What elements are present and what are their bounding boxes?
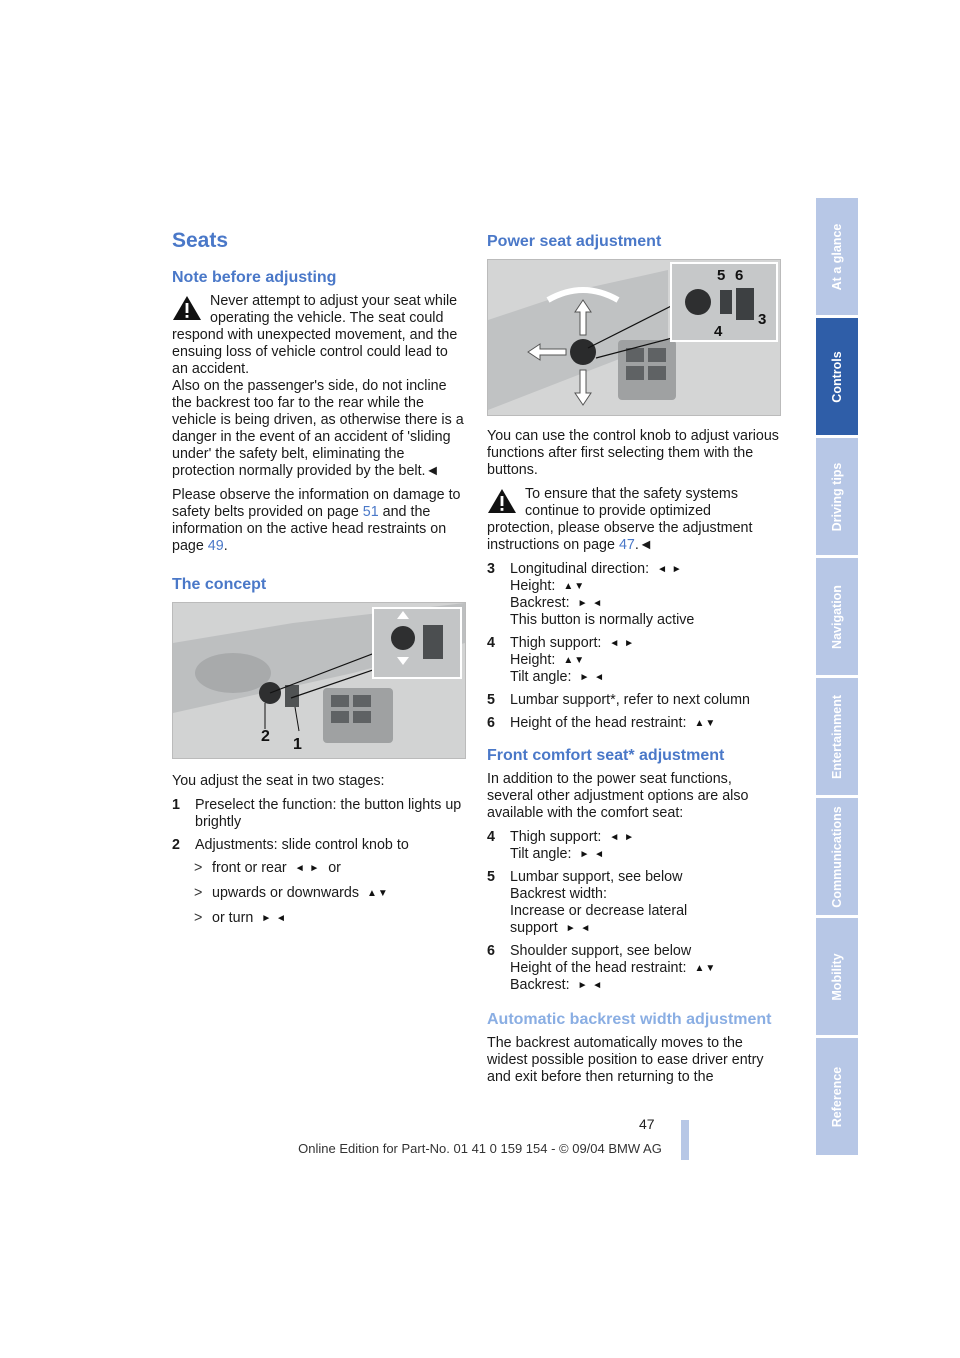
tab-label: At a glance <box>830 223 844 290</box>
right-column <box>487 228 779 1093</box>
auto-text: The backrest automatically moves to the widest possible position to ease driver entry and exit before then returning to the <box>487 1035 764 1085</box>
arrows-up-down-icon: ▲▼ <box>367 888 389 899</box>
tab-label: Reference <box>830 1066 844 1127</box>
step-2: 2 Adjustments: slide control knob to <box>172 837 409 853</box>
figure-label-6: 6 <box>735 267 744 284</box>
item-line: Thigh support: ◄ ► <box>510 829 635 845</box>
direction-arrows-icon: ► ◄ <box>577 598 604 609</box>
warning-note-2 <box>487 486 779 554</box>
bullet-turn: > or turn ► ◄ <box>194 910 287 926</box>
item-line: Height: ▲▼ <box>510 578 586 594</box>
item-line: Height of the head restraint: ▲▼ <box>510 960 717 976</box>
page-title: Seats <box>172 229 229 252</box>
warning-text-1: Never attempt to adjust your seat while operating the vehicle. The seat could respond with unexpected movement, and the ensuing loss of vehicle control could lead to an accident. <box>172 293 458 377</box>
arrows-turn-icon: ► ◄ <box>261 913 287 924</box>
power-seat-photo <box>487 259 781 416</box>
item-line: Tilt angle: ► ◄ <box>510 669 606 685</box>
numbered-item: 4 Thigh support: ◄ ► Tilt angle: ► ◄ <box>487 829 635 862</box>
tab-at-a-glance[interactable] <box>816 198 858 315</box>
figure-label-1: 1 <box>293 736 302 753</box>
item-line: Longitudinal direction: ◄ ► <box>510 561 683 577</box>
numbered-item: 3 Longitudinal direction: ◄ ► Height: ▲▼ Backrest: ► ◄ This button is normally active <box>487 561 695 628</box>
tab-controls[interactable] <box>816 318 858 435</box>
item-line: Tilt angle: ► ◄ <box>510 846 606 862</box>
power-heading: Power seat adjustment <box>487 233 662 250</box>
numbered-item: 4 Thigh support: ◄ ► Height: ▲▼ Tilt angle: ► ◄ <box>487 635 635 685</box>
item-line: Lumbar support*, refer to next column <box>510 692 750 708</box>
item-line: Thigh support: ◄ ► <box>510 635 635 651</box>
comfort-items-list <box>487 829 779 994</box>
figure-label-2: 2 <box>261 728 270 745</box>
numbered-item: 5 Lumbar support, see below Backrest width: Increase or decrease lateral support ► ◄ <box>487 869 688 936</box>
comfort-heading: Front comfort seat* adjustment <box>487 747 725 764</box>
warning-text-3: To ensure that the safety systems continue to provide optimized protection, please observe the adjustment instructions on page 47.◄ <box>487 486 753 553</box>
item-line: Lumbar support, see below <box>510 869 683 885</box>
direction-arrows-icon: ▲▼ <box>563 581 586 592</box>
item-line: Backrest: ► ◄ <box>510 595 604 611</box>
tab-label: Entertainment <box>830 694 844 779</box>
direction-arrows-icon: ▲▼ <box>563 655 586 666</box>
tab-communications[interactable] <box>816 798 858 915</box>
direction-arrows-icon: ► ◄ <box>565 923 592 934</box>
direction-arrows-icon: ▲▼ <box>694 718 717 729</box>
page-link-51[interactable]: 51 <box>362 504 379 520</box>
power-seat-illustration <box>488 260 780 415</box>
tab-entertainment[interactable] <box>816 678 858 795</box>
numbered-item: 6 Shoulder support, see below Height of the head restraint: ▲▼ Backrest: ► ◄ <box>487 943 717 993</box>
direction-arrows-icon: ► ◄ <box>577 980 604 991</box>
page-number: 47 <box>639 1116 655 1132</box>
item-line: This button is normally active <box>510 612 695 628</box>
bullet-up-down: > upwards or downwards ▲▼ <box>194 885 389 901</box>
tab-label: Communications <box>830 805 844 908</box>
tab-navigation[interactable] <box>816 558 858 675</box>
power-items-list <box>487 561 779 732</box>
left-column <box>172 228 464 935</box>
item-line: Backrest width: <box>510 886 607 902</box>
warning-note <box>172 293 464 480</box>
warning-icon <box>487 488 517 514</box>
comfort-intro: In addition to the power seat functions, several other adjustment options are also available with the comfort seat: <box>487 771 749 821</box>
note-heading: Note before adjusting <box>172 269 337 286</box>
stages-intro: You adjust the seat in two stages: <box>172 773 385 789</box>
direction-arrows-icon: ◄ ► <box>657 564 683 575</box>
concept-heading: The concept <box>172 576 267 593</box>
numbered-item: 5 Lumbar support*, refer to next column <box>487 692 750 708</box>
item-line: Shoulder support, see below <box>510 943 692 959</box>
item-line: Increase or decrease lateral <box>510 903 688 919</box>
item-line: Backrest: ► ◄ <box>510 977 604 993</box>
arrows-left-right-icon: ◄ ► <box>294 863 321 874</box>
figure-label-3: 3 <box>758 311 767 328</box>
tab-driving-tips[interactable] <box>816 438 858 555</box>
item-line: support ► ◄ <box>510 920 592 936</box>
section-tabs <box>816 198 858 1158</box>
warning-icon <box>172 295 202 321</box>
auto-heading: Automatic backrest width adjustment <box>487 1011 772 1028</box>
step-1: 1 Preselect the function: the button lights up brightly <box>172 797 462 830</box>
figure-label-4: 4 <box>714 323 723 340</box>
tab-label: Navigation <box>830 584 844 649</box>
tab-mobility[interactable] <box>816 918 858 1035</box>
info-paragraph: Please observe the information on damage to safety belts provided on page 51 and the information on the active head restraints on page 49. <box>172 487 461 554</box>
seat-control-illustration <box>173 603 465 758</box>
footer-text: Online Edition for Part-No. 01 41 0 159 154 - © 09/04 BMW AG <box>298 1141 662 1156</box>
direction-arrows-icon: ▲▼ <box>694 963 717 974</box>
direction-arrows-icon: ◄ ► <box>609 832 635 843</box>
tab-label: Driving tips <box>830 462 844 531</box>
warning-text-2: Also on the passenger's side, do not incline the backrest too far to the rear while the vehicle is being driven, as otherwise there is a danger in the event of an accident of 'sliding under' the safety belt, eliminating the protection normally provided by the belt.◄ <box>172 378 464 479</box>
tab-label: Controls <box>830 350 844 403</box>
direction-arrows-icon: ► ◄ <box>579 672 606 683</box>
tab-reference[interactable] <box>816 1038 858 1155</box>
numbered-item: 6 Height of the head restraint: ▲▼ <box>487 715 717 731</box>
item-line: Height: ▲▼ <box>510 652 586 668</box>
item-line: Height of the head restraint: ▲▼ <box>510 715 717 731</box>
direction-arrows-icon: ► ◄ <box>579 849 606 860</box>
bullet-front-rear: > front or rear ◄ ► or <box>194 860 341 876</box>
power-intro: You can use the control knob to adjust various functions after first selecting them with the buttons. <box>487 428 779 478</box>
tab-label: Mobility <box>830 952 844 1001</box>
page-link-49[interactable]: 49 <box>207 538 224 554</box>
direction-arrows-icon: ◄ ► <box>609 638 635 649</box>
page-link-47[interactable]: 47 <box>618 537 635 553</box>
figure-label-5: 5 <box>717 267 726 284</box>
concept-photo <box>172 602 466 759</box>
